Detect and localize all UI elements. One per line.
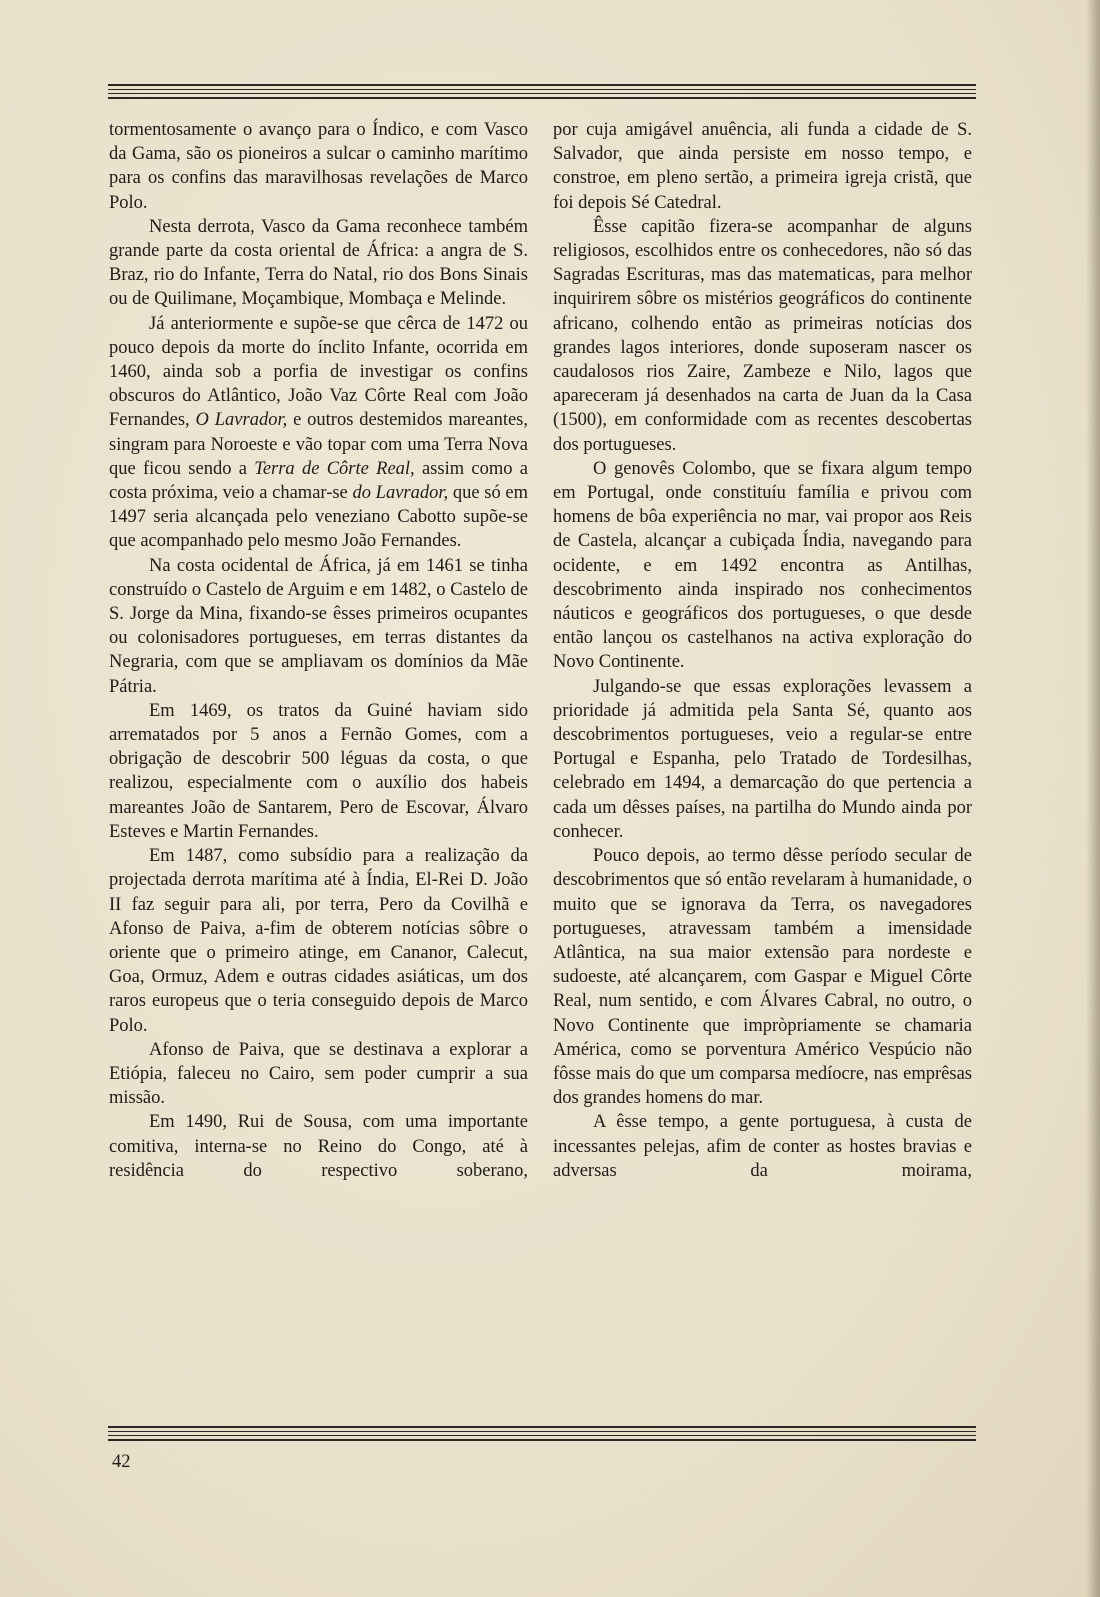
bottom-rule: [108, 1426, 976, 1444]
paragraph: Julgando-se que essas explorações levassem a prioridade já admitida pela Santa Sé, quanto aos descobrimentos portugueses, veio a regular-se entre Portugal e Espanha, pelo Tratado de Tordesilhas, celebrado em 1494, a demarcação do que pertencia a cada um dêsses países, na partilha do Mundo ainda por conhecer.: [553, 676, 972, 842]
paragraph-text: assim como a costa próxima, veio a chamar-se: [109, 458, 528, 504]
paragraph: O genovês Colombo, que se fixara algum tempo em Portugal, onde constituíu família e privou com homens de bôa experiência no mar, vai propor aos Reis de Castela, alcançar a cubiçada Índia, navegando para ocidente, e em 1492 encontra as Antilhas, descobrimento ainda inspirado nos conhecimentos náuticos e geográficos dos portugueses, o que desde então lançou os castelhanos na activa exploração do Novo Continente.: [553, 458, 972, 673]
page-edge-shadow: [1086, 0, 1100, 1597]
page-number: 42: [112, 1452, 131, 1472]
paragraph: Em 1469, os tratos da Guiné haviam sido arrematados por 5 anos a Fernão Gomes, com a obrigação de descobrir 500 léguas da costa, o que realizou, especialmente com o auxílio dos habeis mareantes João de Santarem, Pero de Escovar, Álvaro Esteves e Martin Fernandes.: [109, 700, 528, 842]
paragraph: Pouco depois, ao termo dêsse período secular de descobrimentos que só então revelaram à humanidade, o muito que se ignorava da Terra, os navegadores portugueses, atravessam também a imensidade Atlântica, na sua maior extensão para nordeste e sudoeste, até alcançarem, com Gaspar e Miguel Côrte Real, num sentido, e com Álvares Cabral, no outro, o Novo Continente que impròpriamente se chamaria América, como se porventura Américo Vespúcio não fôsse mais do que um comparsa medíocre, nas emprêsas dos grandes homens do mar.: [553, 846, 972, 1109]
paragraph: Na costa ocidental de África, já em 1461 se tinha construído o Castelo de Arguim e em 1482, o Castelo de S. Jorge da Mina, fixando-se êsses primeiros ocupantes ou colonisadores portugueses, em terras distantes da Negraria, com que se ampliavam os domínios da Mãe Pátria.: [109, 555, 528, 697]
right-column: [553, 118, 972, 1183]
paragraph: [109, 312, 528, 554]
paragraph: Êsse capitão fizera-se acompanhar de alguns religiosos, escolhidos entre os conhecedores, não só das Sagradas Escrituras, mas das matematicas, para melhor inquirirem sôbre os mistérios geográficos do continente africano, colhendo então as primeiras notícias dos grandes lagos interiores, donde suposeram nascer os caudalosos rios Zaire, Zambeze e Nilo, lagos que apareceram já desenhados na carta de Juan da la Casa (1500), em conformidade com as recentes descobertas dos portugueses.: [553, 216, 972, 455]
italic-text: Terra de Côrte Real,: [254, 458, 415, 479]
paragraph: A êsse tempo, a gente portuguesa, à custa de incessantes pelejas, afim de conter as hostes bravias e adversas da moirama,: [553, 1112, 972, 1181]
paragraph: Em 1487, como subsídio para a realização da projectada derrota marítima até à Índia, El-Rei D. João II faz seguir para ali, por terra, Pero da Covilhã e Afonso de Paiva, a-fim de obterem notícias sôbre o oriente que o primeiro atinge, em Cananor, Calecut, Goa, Ormuz, Adem e outras cidades asiáticas, um dos raros europeus que o teria conseguido depois de Marco Polo.: [109, 846, 528, 1036]
left-column: [109, 118, 528, 1183]
paragraph-text: que só em 1497 seria alcançada pelo veneziano Cabotto supõe-se que acompanhado pelo mesmo João Fernandes.: [109, 483, 528, 552]
top-rule: [108, 84, 976, 102]
italic-text: O Lavrador,: [195, 410, 288, 431]
paragraph-text: Já anteriormente e supõe-se que cêrca de 1472 ou pouco depois da morte do ínclito Infante, ocorrida em 1460, ainda sob a porfia de investigar os confins obscuros do Atlântico, João Vaz Côrte Real com João Fernandes,: [109, 313, 528, 431]
italic-text: do Lavrador,: [352, 483, 449, 504]
paragraph: Em 1490, Rui de Sousa, com uma importante comitiva, interna-se no Reino do Congo, até à residência do respectivo soberano,: [109, 1112, 528, 1181]
paragraph: Afonso de Paiva, que se destinava a explorar a Etiópia, faleceu no Cairo, sem poder cumprir a sua missão.: [109, 1039, 528, 1109]
paragraph: tormentosamente o avanço para o Índico, e com Vasco da Gama, são os pioneiros a sulcar o caminho marítimo para os confins das maravilhosas revelações de Marco Polo.: [109, 120, 528, 213]
paragraph: por cuja amigável anuência, ali funda a cidade de S. Salvador, que ainda persiste em nosso tempo, e constroe, em pleno sertão, a primeira igreja cristã, que foi depois Sé Catedral.: [553, 120, 972, 213]
paragraph: Nesta derrota, Vasco da Gama reconhece também grande parte da costa oriental de África: a angra de S. Braz, rio do Infante, Terra do Natal, rio dos Bons Sinais ou de Quilimane, Moçambique, Mombaça e Melinde.: [109, 216, 528, 310]
paragraph-text: e outros destemidos mareantes, singram para Noroeste e vão topar com uma Terra Nova que ficou sendo a: [109, 410, 528, 479]
